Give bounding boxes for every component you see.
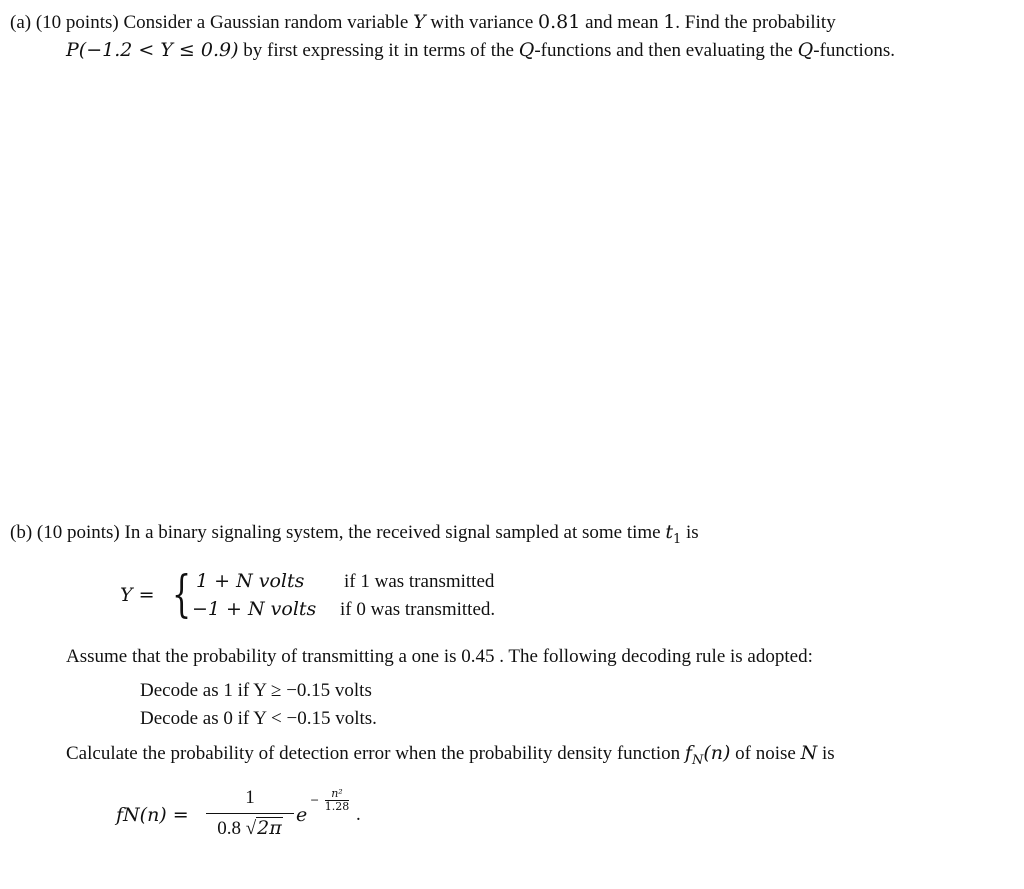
piecewise-lhs: Y = (120, 584, 155, 606)
part-a-mean-label: and mean (580, 12, 664, 33)
part-a-line-2 (66, 38, 895, 63)
calc-text-3: is (817, 743, 835, 764)
part-b-assumption: Assume that the probability of transmitting a one is 0.45 . The following decoding rule is adopted: (66, 646, 813, 667)
part-b-intro-end: is (681, 522, 699, 543)
part-a-line-1 (10, 10, 836, 35)
pdf-den-coef: 0.8 (217, 818, 241, 839)
pdf-exponential-base: e (296, 804, 308, 826)
pdf-denominator: 0.8 √2π (217, 817, 282, 839)
part-a-line2-text-2: -functions and then evaluating the (534, 40, 798, 61)
pdf-exponent-denominator: 1.28 (324, 800, 350, 813)
pdf-exponent-numerator: n² (331, 787, 343, 800)
pdf-lhs: fN(n) = (116, 804, 189, 826)
pdf-exponent-fraction (325, 788, 350, 813)
part-a-find-text: . Find the probability (675, 12, 836, 33)
calc-func: f (684, 742, 692, 764)
part-a-variance-value: 0.81 (538, 11, 581, 33)
part-a-probability-expression: P(−1.2 < Y ≤ 0.9) (66, 39, 239, 61)
calc-text-2: of noise (730, 743, 801, 764)
part-a-mean-value: 1 (663, 11, 676, 33)
calc-text-1: Calculate the probability of detection error when the probability density function (66, 743, 685, 764)
piecewise-row-1 (192, 570, 494, 593)
pdf-den-sqrt: 2π (257, 817, 282, 839)
calc-noise-var: N (800, 742, 818, 764)
part-b-intro: (b) (10 points) In a binary signaling system, the received signal sampled at some time (10, 522, 666, 543)
part-a-line2-text-3: -functions. (813, 40, 895, 61)
piecewise-row-2-cond: if 0 was transmitted. (340, 599, 496, 620)
piecewise-row-1-expr: 1 + N volts (196, 570, 305, 592)
part-b-time-sub: 1 (672, 531, 682, 547)
pdf-fraction (206, 786, 294, 841)
pdf-formula (116, 786, 396, 846)
piecewise-row-2 (192, 598, 495, 621)
part-a-q-symbol-2: Q (797, 39, 814, 61)
part-a-var-y: Y (413, 11, 426, 33)
left-brace: { (172, 565, 192, 623)
piecewise-equation (120, 565, 540, 624)
pdf-exponent-sign: − (310, 793, 320, 807)
calc-func-sub: N (691, 752, 704, 768)
part-a-variance-label: with variance (425, 12, 539, 33)
pdf-exponent (310, 788, 349, 813)
decode-rule-1: Decode as 1 if Y ≥ −0.15 volts (140, 680, 372, 701)
part-b-calculate (66, 741, 835, 773)
calc-func-arg: (n) (703, 742, 731, 764)
pdf-fraction-bar (206, 813, 294, 814)
piecewise-row-1-cond: if 1 was transmitted (344, 571, 495, 592)
part-b-time-var: t (665, 521, 673, 543)
part-b-line-1 (10, 520, 699, 552)
part-a-q-symbol-1: Q (518, 39, 535, 61)
pdf-numerator: 1 (245, 787, 255, 808)
pdf-period: . (356, 804, 361, 825)
part-a-line2-text-1: by first expressing it in terms of the (238, 40, 519, 61)
decode-rule-2: Decode as 0 if Y < −0.15 volts. (140, 708, 377, 729)
piecewise-row-2-expr: −1 + N volts (192, 598, 317, 620)
part-a-prefix: (a) (10 points) Consider a Gaussian random variable (10, 12, 414, 33)
